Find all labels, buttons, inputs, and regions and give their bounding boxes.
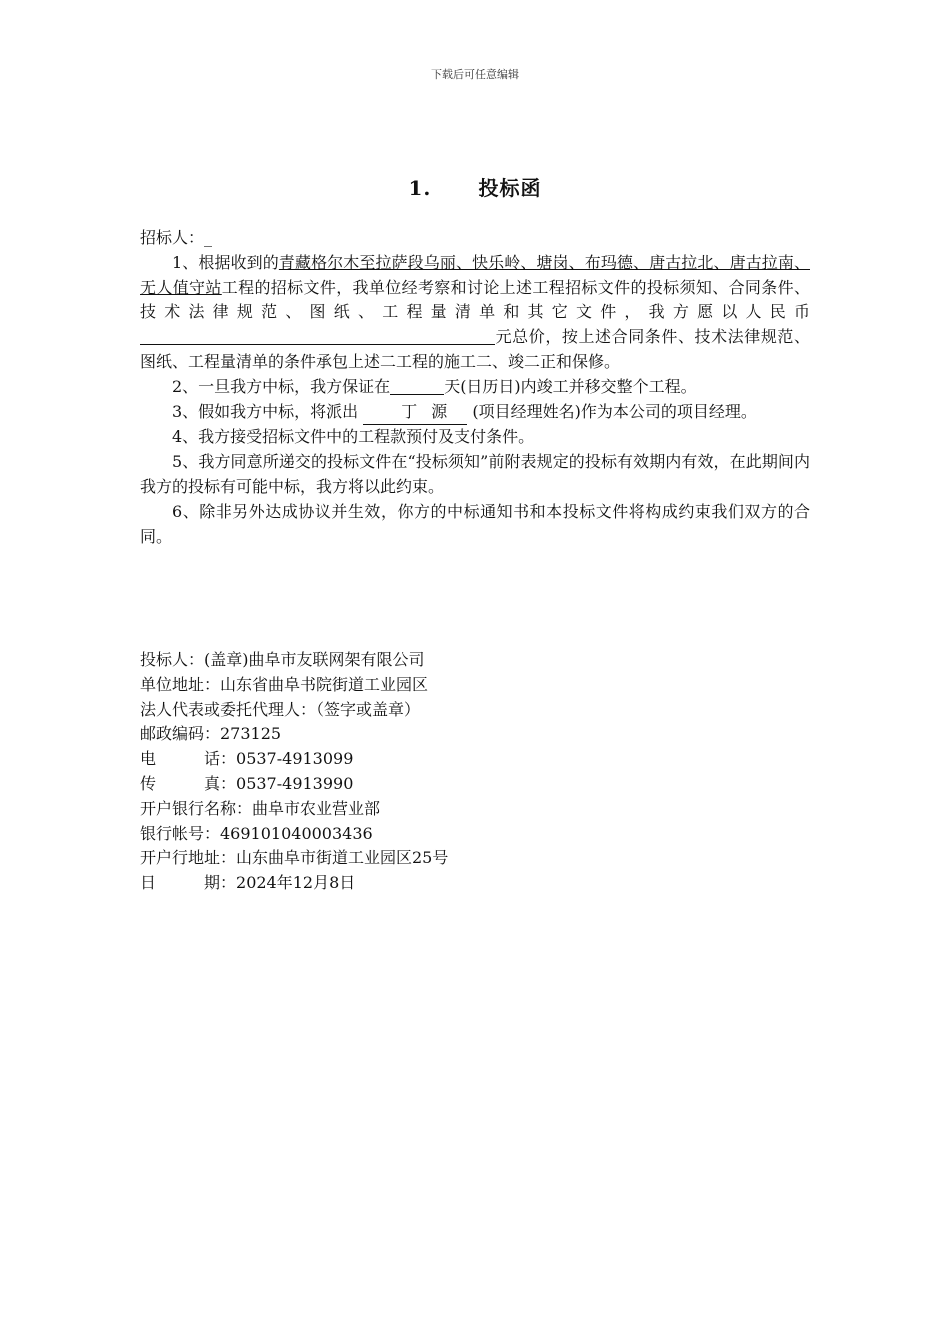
date-label-a: 日 (140, 873, 157, 893)
bank-name-line: 开户银行名称：曲阜市农业营业部 (140, 798, 381, 818)
paragraph-6: 6、除非另外达成协议并生效，你方的中标通知书和本投标文件将构成约束我们双方的合同。 (140, 501, 810, 546)
account-line: 银行帐号：469101040003436 (140, 823, 373, 843)
tel-label-b: 话：0537-4913099 (204, 749, 354, 769)
signature-block (140, 648, 810, 896)
p1-suffix: 元总价，按上述合同条件、技术法律规范、图纸、工程量清单的条件承包上述二工程的施工二、竣二正和保修。 (140, 327, 810, 371)
page-title (0, 172, 950, 201)
p1-prefix: 1、根据收到的 (172, 252, 279, 272)
paragraph-2 (140, 375, 810, 400)
p2-suffix: 天(日历日)内竣工并移交整个工程。 (444, 376, 697, 396)
days-blank[interactable] (390, 376, 444, 395)
legal-rep-line: 法人代表或委托代理人：（签字或盖章） (140, 699, 421, 719)
price-blank[interactable] (140, 326, 495, 345)
date-label-b: 期：2024年12月8日 (204, 873, 356, 893)
letter-body (140, 226, 810, 549)
date-line (140, 871, 810, 896)
p3-prefix: 3、假如我方中标，将派出 (172, 401, 359, 421)
fax-label-b: 真：0537-4913990 (204, 773, 354, 793)
address-line: 单位地址：山东省曲阜书院街道工业园区 (140, 674, 429, 694)
fax-label-a: 传 (140, 773, 157, 793)
header-note: 下载后可任意编辑 (431, 68, 519, 81)
bank-address-line: 开户行地址：山东曲阜市街道工业园区25号 (140, 848, 449, 868)
p3-suffix: (项目经理姓名)作为本公司的项目经理。 (472, 401, 757, 421)
postal-line: 邮政编码：273125 (140, 724, 282, 744)
p1-middle: 工程的招标文件，我单位经考察和讨论上述工程招标文件的投标须知、合同条件、技术法律规范、图纸、工程量清单和其它文件，我方愿以人民币 (140, 277, 810, 322)
paragraph-1 (140, 251, 810, 375)
title-text: 投标函 (478, 176, 542, 200)
paragraph-5: 5、我方同意所递交的投标文件在“投标须知”前附表规定的投标有效期内有效，在此期间内我方的投标有可能中标，我方将以此约束。 (140, 452, 810, 496)
project-name: 青藏格尔木至拉萨段乌丽、快乐岭、塘岗、布玛德、唐古拉北、唐古拉南、无人值守站 (140, 252, 810, 297)
tel-label-a: 电 (140, 749, 157, 769)
bidder-line: 投标人：(盖章)曲阜市友联网架有限公司 (140, 650, 425, 669)
fax-line (140, 772, 810, 797)
tel-line (140, 747, 810, 772)
paragraph-3 (140, 400, 810, 426)
recipient-line: 招标人：_ (140, 228, 213, 247)
paragraph-4: 4、我方接受招标文件中的工程款预付及支付条件。 (172, 427, 535, 447)
p2-prefix: 2、一旦我方中标，我方保证在 (172, 376, 391, 396)
project-manager-name: 丁源 (363, 400, 467, 426)
title-number: 1. (408, 176, 432, 200)
